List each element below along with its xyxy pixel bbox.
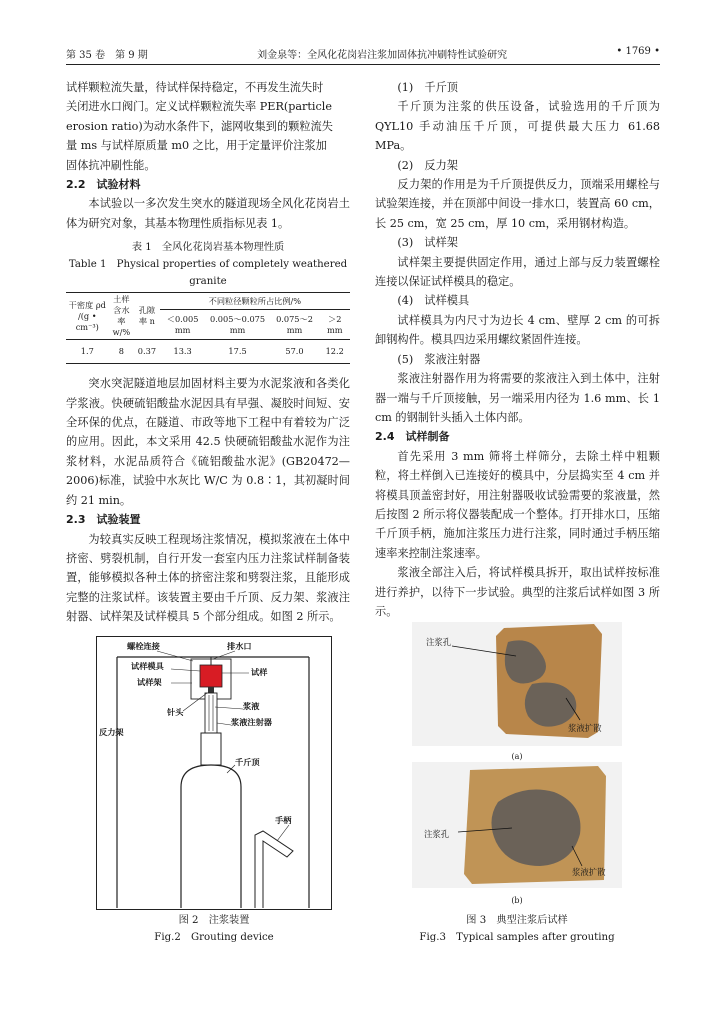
sample-block xyxy=(200,665,222,687)
table-cell: 1.7 xyxy=(66,340,109,364)
leader-injector xyxy=(217,723,231,725)
label-handle: 手柄 xyxy=(275,815,292,825)
figure-3-caption-cn: 图 3 典型注浆后试样 xyxy=(466,915,568,926)
jack-ram xyxy=(201,733,221,765)
intro-line-2: 关闭进水口阀门。定义试样颗粒流失率 PER(particle xyxy=(66,100,332,114)
leader-bolt xyxy=(157,651,193,661)
table-header-water: 土样含水率 w/% xyxy=(109,293,135,340)
item-4-title: (4) 试样模具 xyxy=(397,294,470,308)
section-2-2-title: 2.2 试验材料 xyxy=(66,178,141,192)
page-number: • 1769 • xyxy=(616,46,660,57)
label-b-spread: 浆液扩散 xyxy=(572,867,606,877)
label-mold: 试样模具 xyxy=(131,661,164,671)
leader-slurry xyxy=(215,707,243,709)
table-1-caption-en: Table 1 Physical properties of completely weathered granite xyxy=(68,259,348,288)
running-header xyxy=(66,46,660,65)
handle xyxy=(255,831,293,908)
figure-3b-tag: (b) xyxy=(511,896,523,905)
figure-3a-photo xyxy=(412,622,622,746)
label-a-spread: 浆液扩散 xyxy=(568,723,602,733)
label-reaction-frame: 反力架 xyxy=(99,727,124,737)
item-1-text: 千斤顶为注浆的供压设备，试验选用的千斤顶为 QYL10 手动油压千斤顶，可提供最大压力 61.68 MPa。 xyxy=(375,100,660,153)
label-slurry: 浆液 xyxy=(243,701,260,711)
table-cell: 12.2 xyxy=(319,340,350,364)
section-2-4-paragraph-1: 首先采用 3 mm 筛将土样筛分，去除土样中粗颗粒，将土样倒入已连接好的模具中，分层捣实至 4 cm 并将模具顶盖密封好，用注射器吸收试验需要的浆液量，然后按图 2 所示将仪器装配成一个整体。打开排水口，压缩千斤顶手柄，施加注浆压力进行注浆，同时通过手柄压缩速率来控制注浆速率。 xyxy=(375,449,660,560)
leader-needle xyxy=(183,693,207,711)
label-drain: 排水口 xyxy=(227,641,252,651)
table-1-caption-cn: 表 1 全风化花岗岩基本物理性质 xyxy=(131,242,285,254)
cement-paragraph: 突水突泥隧道地层加固材料主要为水泥浆液和各类化学浆液。快硬硫铝酸盐水泥因具有早强、凝胶时间短、安全环保的优点，在隧道、市政等地下工程中有着较为广泛的应用。因此，本文采用 42.5 快硬硫铝酸盐水泥作为注浆材料，水泥品质符合《硫铝酸盐水泥》(GB20472—2006)标准，试验中水灰比 W/C 为 0.8∶1，其初凝时间约 21 min。 xyxy=(66,377,350,507)
label-a-hole: 注浆孔 xyxy=(426,637,452,647)
jack-body xyxy=(181,765,241,908)
label-frame: 试样架 xyxy=(137,677,162,687)
item-2-text: 反力架的作用是为千斤顶提供反力，顶端采用螺栓与试验架连接，并在顶部中间设一排水口，装置高 60 cm，长 25 cm，宽 25 cm，厚 10 cm，采用钢材构造。 xyxy=(375,178,660,230)
leader-drain xyxy=(213,651,235,659)
leader-mold xyxy=(171,669,200,671)
section-2-4-title: 2.4 试样制备 xyxy=(375,430,450,444)
table-header-size-1: ＜0.005 mm xyxy=(160,310,206,340)
table-cell: 57.0 xyxy=(270,340,320,364)
section-2-2-paragraph: 本试验以一多次发生突水的隧道现场全风化花岗岩土体为研究对象，其基本物理性质指标见表 1。 xyxy=(66,197,350,230)
table-row xyxy=(66,340,350,364)
item-4-text: 试样模具为内尺寸为边长 4 cm、壁厚 2 cm 的可拆卸钢构件。模具四边采用螺纹紧固件连接。 xyxy=(375,313,660,347)
table-cell: 17.5 xyxy=(206,340,270,364)
left-column xyxy=(66,78,350,627)
intro-line-5: 固体抗冲刷性能。 xyxy=(66,158,156,172)
item-2-title: (2) 反力架 xyxy=(397,158,458,172)
item-3-text: 试样架主要提供固定作用，通过上部与反力装置螺栓连接以保证试样模具的稳定。 xyxy=(375,255,660,289)
table-header-size-3: 0.075～2 mm xyxy=(270,310,320,340)
label-needle: 针头 xyxy=(167,707,184,717)
figure-2-caption-en: Fig.2 Grouting device xyxy=(154,932,274,943)
table-cell: 13.3 xyxy=(160,340,206,364)
journal-volume: 第 35 卷 第 9 期 xyxy=(66,50,148,61)
table-header-size-4: ＞2 mm xyxy=(319,310,350,340)
figure-2-caption xyxy=(96,912,332,946)
label-sample: 试样 xyxy=(251,667,268,677)
item-1-title: (1) 千斤顶 xyxy=(397,81,458,94)
label-b-hole: 注浆孔 xyxy=(424,829,450,839)
figure-3-caption xyxy=(405,912,629,946)
item-5-text: 浆液注射器作用为将需要的浆液注入到土体中，注射器一端与千斤顶接触，另一端采用内径为 1.6 mm、长 1 cm 的钢制针头插入土体内部。 xyxy=(375,372,660,424)
leader-handle xyxy=(277,825,289,841)
label-bolt: 螺栓连接 xyxy=(127,641,160,651)
needle xyxy=(208,687,214,693)
table-header-porosity: 孔隙率 n xyxy=(134,293,160,340)
right-column xyxy=(375,78,660,621)
table-header-size-2: 0.005～0.075 mm xyxy=(206,310,270,340)
label-jack: 千斤顶 xyxy=(235,757,260,767)
table-header-group: 不同粒径颗粒所占比例/% xyxy=(160,293,350,310)
table-cell: 8 xyxy=(109,340,135,364)
figure-3a-tag: (a) xyxy=(511,752,523,761)
grouting-device-drawing xyxy=(97,637,331,909)
intro-line-3: erosion ratio)为动水条件下，滤网收集到的颗粒流失 xyxy=(66,119,333,133)
intro-line-4: 量 ms 与试样原质量 m0 之比，用于定量评价注浆加 xyxy=(66,139,327,153)
figure-3b-photo xyxy=(412,762,622,888)
injector-body xyxy=(205,693,217,733)
intro-line-1: 试样颗粒流失量，待试样保持稳定，不再发生流失时 xyxy=(66,81,324,94)
section-2-4-paragraph-2: 浆液全部注入后，将试样模具拆开，取出试样按标准进行养护，以待下一步试验。典型的注浆后试样如图 3 所示。 xyxy=(375,566,660,618)
physical-properties-table xyxy=(66,292,350,364)
section-2-3-paragraph: 为较真实反映工程现场注浆情况，模拟浆液在土体中挤密、劈裂机制，自行开发一套室内压力注浆试样制备装置，能够模拟各种土体的挤密注浆和劈裂注浆，且能形成完整的注浆试样。该装置主要由千斤顶、反力架、浆液注射器、试样架及试样模具 5 个部分组成。如图 2 所示。 xyxy=(66,532,350,624)
table-header-density: 干密度 ρd /(g • cm⁻³) xyxy=(66,293,109,340)
figure-3-caption-en: Fig.3 Typical samples after grouting xyxy=(419,932,615,943)
item-3-title: (3) 试样架 xyxy=(397,236,458,250)
figure-2-grouting-device xyxy=(96,636,332,910)
label-injector: 浆液注射器 xyxy=(231,717,272,727)
item-5-title: (5) 浆液注射器 xyxy=(397,352,481,366)
figure-2-caption-cn: 图 2 注浆装置 xyxy=(178,915,250,926)
table-cell: 0.37 xyxy=(134,340,160,364)
running-title: 刘金泉等：全风化花岗岩注浆加固体抗冲刷特性试验研究 xyxy=(257,50,508,61)
section-2-3-title: 2.3 试验装置 xyxy=(66,513,141,527)
